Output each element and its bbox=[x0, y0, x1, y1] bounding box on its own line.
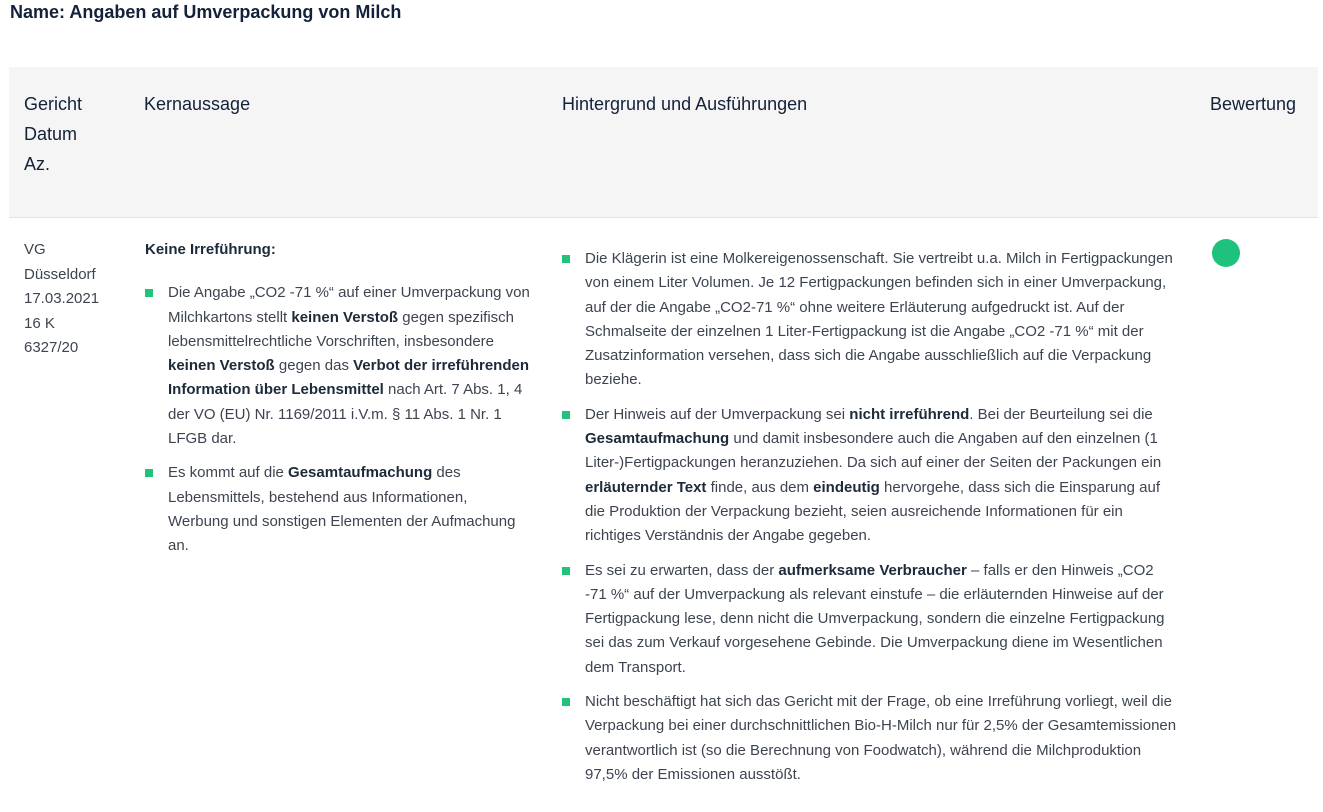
court-city: Düsseldorf bbox=[24, 265, 96, 283]
header-gericht: Gericht bbox=[24, 94, 83, 114]
hintergrund-cell bbox=[562, 247, 1177, 797]
list-item: Nicht beschäftigt hat sich das Gericht mit der Frage, ob eine Irreführung vorliegt, weil die Verpackung bei einer durchschnittlichen Bio-H-Milch nur für 2,5% der Gesamtemissionen verantwortlich ist (so die Berechnung von Foodwatch), während die Milchproduktion 97,5% der Emissionen ausstößt. bbox=[562, 690, 1177, 787]
header-hintergrund: Hintergrund und Ausführungen bbox=[562, 94, 808, 114]
kernaussage-title: Keine Irreführung: bbox=[145, 241, 276, 258]
list-item: Es kommt auf die Gesamtaufmachung des Lebensmittels, bestehend aus Informationen, Werbung und sonstigen Elementen der Aufmachung an. bbox=[145, 461, 530, 558]
court-info-cell bbox=[24, 238, 124, 361]
header-datum: Datum bbox=[24, 124, 78, 144]
court-type: VG bbox=[24, 241, 46, 258]
court-date: 17.03.2021 bbox=[24, 290, 100, 307]
header-bewertung: Bewertung bbox=[1210, 94, 1297, 114]
rating-indicator bbox=[1212, 239, 1240, 267]
header-gericht-datum-az bbox=[24, 89, 124, 179]
court-chamber: 16 K bbox=[24, 314, 55, 332]
list-item: Es sei zu erwarten, dass der aufmerksame Verbraucher – falls er den Hinweis „CO2 -71 %“ auf der Umverpackung als relevant einstufe – die erläuternden Hinweise auf der Fertigpackung lese, denn nicht die Umverpackung, sondern die einzelne Fertigpackung sei das zum Verkauf vorgesehene Gebinde. Die Umverpackung diene im Wesentlichen dem Transport. bbox=[562, 559, 1177, 680]
hintergrund-list bbox=[562, 247, 1177, 787]
list-item: Die Angabe „CO2 -71 %“ auf einer Umverpackung von Milchkartons stellt keinen Verstoß gegen spezifisch lebensmittelrechtliche Vorschriften, insbesondere keinen Verstoß gegen das Verbot der irreführenden Information über Lebensmittel nach Art. 7 Abs. 1, 4 der VO (EU) Nr. 1169/2011 i.V.m. § 11 Abs. 1 Nr. 1 LFGB dar. bbox=[145, 281, 530, 451]
list-item: Die Klägerin ist eine Molkereigenossenschaft. Sie vertreibt u.a. Milch in Fertigpackungen von einem Liter Volumen. Je 12 Fertigpackungen befinden sich in einer Umverpackung, auf der die Angabe „CO2-71 %“ ohne weitere Erläuterung aufgedruckt ist. Auf der Schmalseite der einzelnen 1 Liter-Fertigpackung ist die Angabe „CO2 -71 %“ mit der Zusatzinformation versehen, dass sich die Angabe ausschließlich auf die Verpackung beziehe. bbox=[562, 247, 1177, 393]
header-az: Az. bbox=[24, 154, 51, 174]
list-item: Der Hinweis auf der Umverpackung sei nicht irreführend. Bei der Beurteilung sei die Gesamtaufmachung und damit insbesondere auch die Angaben auf den einzelnen (1 Liter-)Fertigpackungen heranzuziehen. Da sich auf einer der Seiten der Packungen ein erläuternder Text finde, aus dem eindeutig hervorgehe, dass sich die Einsparung auf die Produktion der Verpackung bezieht, seien ausreichende Informationen für ein richtiges Verständnis der Angabe gegeben. bbox=[562, 403, 1177, 549]
kernaussage-list bbox=[145, 281, 530, 558]
table-header-row bbox=[9, 67, 1318, 218]
header-kernaussage: Kernaussage bbox=[144, 94, 251, 114]
court-file-number: 6327/20 bbox=[24, 339, 79, 356]
page-title: Name: Angaben auf Umverpackung von Milch bbox=[10, 2, 402, 22]
kernaussage-cell bbox=[145, 238, 530, 569]
